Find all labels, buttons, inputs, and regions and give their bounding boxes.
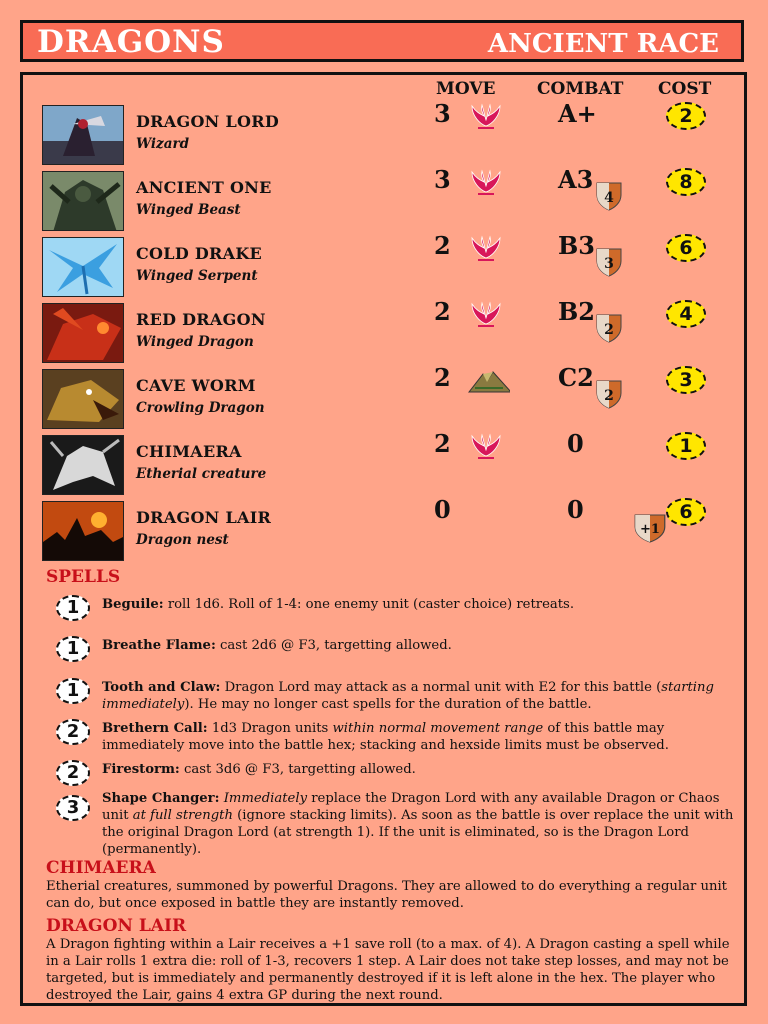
header-bar <box>20 20 744 62</box>
unit-cost-badge: 2 <box>666 102 706 130</box>
unit-type: Winged Serpent <box>136 268 258 284</box>
wings-icon <box>466 432 506 462</box>
wings-icon <box>466 234 506 264</box>
spell-cost-badge: 1 <box>56 678 90 704</box>
unit-move: 0 <box>434 495 451 524</box>
spell-name: Shape Changer: <box>102 791 220 806</box>
spell-name: Breathe Flame: <box>102 638 216 653</box>
unit-move: 3 <box>434 165 451 194</box>
unit-name: CAVE WORM <box>136 376 256 395</box>
unit-row <box>42 429 732 497</box>
shield-value: 2 <box>604 388 614 404</box>
cold-drake-image <box>42 237 124 297</box>
shield-value: 4 <box>604 190 614 206</box>
unit-combat: B3 <box>558 231 595 260</box>
mountain-icon <box>464 366 510 396</box>
spell-emphasis: within normal movement range <box>332 721 544 736</box>
unit-row <box>42 363 732 431</box>
unit-name: DRAGON LAIR <box>136 508 272 527</box>
page-subtitle: ANCIENT RACE <box>487 29 719 59</box>
unit-move: 2 <box>434 363 451 392</box>
unit-cost-badge: 1 <box>666 432 706 460</box>
spell-text <box>102 761 742 778</box>
spell-emphasis: starting immediately <box>102 680 714 712</box>
spell-desc: Dragon Lord may attack as a normal unit with E2 for this battle ( <box>220 680 662 695</box>
spell-name: Firestorm: <box>102 762 180 777</box>
spell-text <box>102 637 742 654</box>
wings-icon <box>466 300 506 330</box>
shield-value: 3 <box>604 256 614 272</box>
unit-type: Etherial creature <box>136 466 267 482</box>
unit-type: Wizard <box>136 136 190 152</box>
unit-name: RED DRAGON <box>136 310 266 329</box>
unit-type: Winged Beast <box>136 202 241 218</box>
save-shield-icon <box>634 513 666 543</box>
lair-heading: DRAGON LAIR <box>46 916 187 936</box>
unit-move: 2 <box>434 297 451 326</box>
wings-icon <box>466 102 506 132</box>
cave-worm-image <box>42 369 124 429</box>
dragon-lair-image <box>42 501 124 561</box>
save-shield-icon <box>596 247 622 277</box>
unit-name: CHIMAERA <box>136 442 242 461</box>
unit-cost-badge: 8 <box>666 168 706 196</box>
spell-name: Brethern Call: <box>102 721 208 736</box>
unit-row <box>42 297 732 365</box>
chimaera-text: Etherial creatures, summoned by powerful Dragons. They are allowed to do everything a regular unit can do, but once exposed in battle they are instantly removed. <box>46 879 727 911</box>
spell-desc: roll 1d6. Roll of 1-4: one enemy unit (caster choice) retreats. <box>163 597 575 612</box>
spell-emphasis: Immediately <box>219 791 308 806</box>
spell-desc: 1d3 Dragon units <box>207 721 333 736</box>
spell-emphasis: at full strength <box>132 808 233 823</box>
unit-combat: A3 <box>558 165 594 194</box>
combat-column-header: COMBAT <box>537 79 624 99</box>
unit-move: 2 <box>434 231 451 260</box>
spell-desc: ). He may no longer cast spells for the duration of the battle. <box>184 697 592 712</box>
spell-cost-badge: 1 <box>56 636 90 662</box>
unit-name: ANCIENT ONE <box>136 178 272 197</box>
spell-cost-badge: 3 <box>56 795 90 821</box>
spell-cost-badge: 2 <box>56 719 90 745</box>
shield-value: 2 <box>604 322 614 338</box>
unit-row <box>42 99 732 167</box>
unit-row <box>42 231 732 299</box>
red-dragon-image <box>42 303 124 363</box>
shield-value: +1 <box>640 522 660 537</box>
unit-cost-badge: 6 <box>666 498 706 526</box>
spell-text <box>102 596 742 613</box>
page-title: DRAGONS <box>37 24 225 60</box>
move-column-header: MOVE <box>436 79 496 99</box>
save-shield-icon <box>596 379 622 409</box>
unit-combat: B2 <box>558 297 595 326</box>
unit-move: 3 <box>434 99 451 128</box>
spell-name: Tooth and Claw: <box>102 680 221 695</box>
unit-move: 2 <box>434 429 451 458</box>
unit-combat: A+ <box>558 99 597 128</box>
lair-text: A Dragon fighting within a Lair receives a +1 save roll (to a max. of 4). A Dragon casting a spell while in a Lair rolls 1 extra die: roll of 1-3, recovers 1 step. A Lair does not take step losses, and may not be targeted, but is immediately and permanently destroyed if it is left alone in the hex. The player who destroyed the Lair, gains 4 extra GP during the next round. <box>46 937 730 1003</box>
unit-type: Winged Dragon <box>136 334 254 350</box>
unit-type: Crowling Dragon <box>136 400 265 416</box>
cost-column-header: COST <box>658 79 712 99</box>
unit-combat: 0 <box>567 495 584 524</box>
spell-desc: cast 3d6 @ F3, targetting allowed. <box>179 762 416 777</box>
unit-type: Dragon nest <box>136 532 229 548</box>
chimaera-heading: CHIMAERA <box>46 858 156 878</box>
spell-desc: (ignore stacking limits). As soon as the battle is over replace the unit with the original Dragon Lord (at strength 1). If the unit is eliminated, so is the Dragon Lord (permanently). <box>102 808 734 857</box>
unit-cost-badge: 3 <box>666 366 706 394</box>
unit-cost-badge: 6 <box>666 234 706 262</box>
spell-desc: cast 2d6 @ F3, targetting allowed. <box>215 638 452 653</box>
unit-row <box>42 165 732 233</box>
ancient-one-image <box>42 171 124 231</box>
unit-combat: C2 <box>558 363 594 392</box>
spell-cost-badge: 2 <box>56 760 90 786</box>
spell-desc: replace the Dragon Lord with any available Dragon or Chaos unit <box>102 791 720 823</box>
unit-cost-badge: 4 <box>666 300 706 328</box>
spell-text <box>102 720 742 754</box>
chimaera-image <box>42 435 124 495</box>
unit-row <box>42 495 732 563</box>
dragon-lord-image <box>42 105 124 165</box>
spell-name: Beguile: <box>102 597 164 612</box>
unit-name: DRAGON LORD <box>136 112 280 131</box>
spells-heading: SPELLS <box>46 567 121 587</box>
spell-cost-badge: 1 <box>56 595 90 621</box>
save-shield-icon <box>596 181 622 211</box>
spell-desc: of this battle may immediately move into the battle hex; stacking and hexside limits must be observed. <box>102 721 669 753</box>
unit-name: COLD DRAKE <box>136 244 263 263</box>
spell-text <box>102 679 742 713</box>
save-shield-icon <box>596 313 622 343</box>
spell-text <box>102 790 742 858</box>
wings-icon <box>466 168 506 198</box>
unit-combat: 0 <box>567 429 584 458</box>
